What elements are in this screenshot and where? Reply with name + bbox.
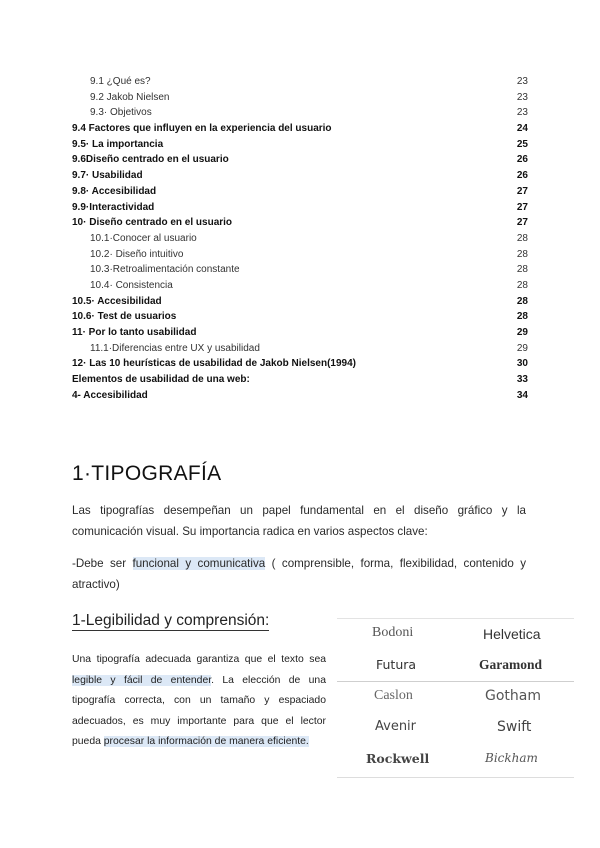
toc-entry-page: 26 [516,170,528,182]
toc-entry-label: 10.3·Retroalimentación constante [90,264,240,276]
toc-entry[interactable] [72,215,528,231]
toc-entry-label: 11.1·Diferencias entre UX y usabilidad [90,342,260,354]
legibility-paragraph [72,650,326,753]
toc-entry[interactable] [72,90,528,106]
font-samples-divider [337,681,574,682]
toc-entry-label: 9.7· Usabilidad [72,170,143,182]
toc-entry-label: 4- Accesibilidad [72,389,148,401]
toc-entry-label: 12· Las 10 heurísticas de usabilidad de Jakob Nielsen(1994) [72,358,357,370]
font-sample: Avenir [375,719,417,734]
toc-entry-page: 28 [516,279,528,291]
toc-entry[interactable] [72,294,528,310]
toc-entry-label: 9.9·Interactividad [72,201,155,213]
toc-entry-label: 9.8· Accesibilidad [72,185,157,197]
toc-entry-page: 28 [516,311,528,323]
font-sample: Rockwell [366,751,430,766]
toc-entry-page: 25 [516,138,528,150]
toc-entry[interactable] [72,105,528,121]
toc-entry[interactable] [72,278,528,294]
font-sample: Bickham [485,751,538,765]
toc-entry[interactable] [72,325,528,341]
key-point-prefix: -Debe ser [72,557,133,570]
toc-entry[interactable] [72,388,528,404]
toc-entry-page: 29 [516,342,528,354]
toc-entry-page: 27 [516,217,528,229]
toc-entry-label: 10.1·Conocer al usuario [90,232,197,244]
toc-entry-page: 33 [516,374,528,386]
toc-entry-page: 28 [516,248,528,260]
legibility-highlight-2: procesar la información de manera eficiente. [103,736,309,747]
intro-paragraph: Las tipografías desempeñan un papel fundamental en el diseño gráfico y la comunicación visual. Su importancia radica en varios aspectos clave: [72,504,526,538]
font-sample: Garamond [479,657,543,672]
toc-entry-label: Elementos de usabilidad de una web: [72,374,250,386]
font-sample: Futura [376,657,417,672]
key-point-paragraph [72,553,526,595]
toc-entry-page: 30 [516,358,528,370]
toc-entry-page: 28 [516,264,528,276]
toc-entry[interactable] [72,231,528,247]
toc-entry[interactable] [72,372,528,388]
toc-entry-page: 34 [516,389,528,401]
toc-entry[interactable] [72,262,528,278]
toc-entry-page: 29 [516,327,528,338]
font-sample: Helvetica [483,626,541,642]
toc-entry[interactable] [72,309,528,325]
table-of-contents [72,74,528,403]
font-sample: Bodoni [372,625,414,640]
key-point-highlight: funcional y comunicativa [132,557,266,570]
toc-entry[interactable] [72,168,528,184]
toc-entry[interactable] [72,247,528,263]
legibility-text-2: . La elección de una tipografía correcta, con un tamaño y espaciado adecuados, es muy importante para que el lector pueda [72,674,326,747]
toc-entry-page: 27 [516,201,528,213]
legibility-text-1: Una tipografía adecuada garantiza que el texto sea [72,654,326,665]
font-sample: Gotham [485,688,541,704]
font-samples-image [337,618,574,778]
toc-entry-label: 10.2· Diseño intuitivo [90,248,184,260]
font-sample: Swift [497,719,532,735]
toc-entry-label: 10.5· Accesibilidad [72,295,162,307]
toc-entry-label: 9.6Diseño centrado en el usuario [72,154,229,166]
toc-entry-label: 10.4· Consistencia [90,279,173,291]
legibility-heading: 1-Legibilidad y comprensión: [72,612,270,629]
toc-entry-page: 26 [516,154,528,166]
toc-entry[interactable] [72,184,528,200]
toc-entry-label: 9.5· La importancia [72,138,164,150]
toc-entry[interactable] [72,74,528,90]
toc-entry[interactable] [72,152,528,168]
toc-entry-page: 28 [516,232,528,244]
key-point-suffix: ( comprensible, forma, flexibilidad, contenido y atractivo) [72,557,527,591]
toc-entry-label: 9.2 Jakob Nielsen [90,91,170,103]
toc-entry[interactable] [72,200,528,216]
toc-entry-page: 28 [516,295,528,307]
toc-entry-page: 27 [516,185,528,197]
toc-entry-label: 9.3· Objetivos [90,107,152,119]
section-title: 1·TIPOGRAFÍA [72,462,222,485]
toc-entry-page: 23 [516,76,528,87]
toc-entry-page: 23 [516,91,528,103]
toc-entry-label: 9.4 Factores que influyen en la experiencia del usuario [72,123,332,135]
toc-entry-label: 10· Diseño centrado en el usuario [72,217,233,229]
toc-entry-page: 23 [516,107,528,119]
toc-entry[interactable] [72,121,528,137]
font-sample: Caslon [374,688,413,703]
toc-entry-page: 24 [516,123,528,135]
legibility-highlight-1: legible y fácil de entender [72,674,212,686]
toc-entry[interactable] [72,137,528,153]
toc-entry[interactable] [72,356,528,372]
toc-entry-label: 9.1 ¿Qué es? [90,76,151,87]
toc-entry[interactable] [72,341,528,357]
toc-entry-label: 11· Por lo tanto usabilidad [72,327,197,338]
toc-entry-label: 10.6· Test de usuarios [72,311,177,323]
